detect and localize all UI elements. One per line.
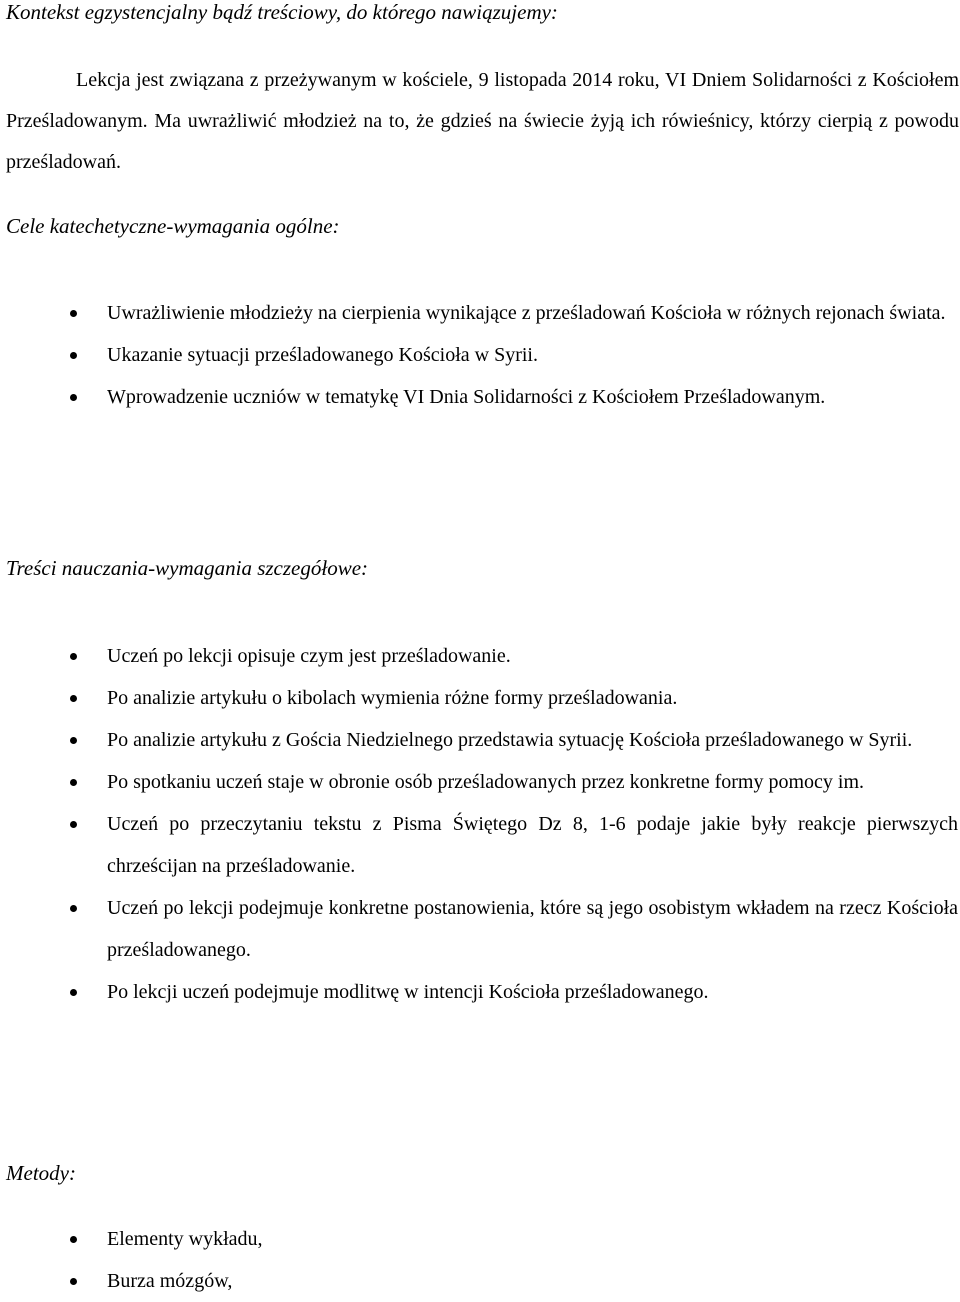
list-item-text: Po lekcji uczeń podejmuje modlitwę w intencji Kościoła prześladowanego. — [107, 981, 709, 1003]
list-item-text: Po analizie artykułu o kibolach wymienia różne formy prześladowania. — [107, 687, 678, 709]
list-item-text: Ukazanie sytuacji prześladowanego Kościoła w Syrii. — [107, 344, 538, 366]
list-item — [0, 971, 958, 1013]
list-item — [0, 719, 958, 761]
list-item — [0, 887, 958, 971]
list-item — [0, 677, 958, 719]
context-paragraph: Lekcja jest związana z przeżywanym w kościele, 9 listopada 2014 roku, VI Dniem Solidarności z Kościołem Prześladowanym. Ma uwrażliwić młodzież na to, że gdzieś na świecie żyją ich rówieśnicy, którzy cierpią z powodu prześladowań. — [6, 69, 959, 173]
content-heading: Treści nauczania-wymagania szczegółowe: — [6, 556, 369, 580]
list-item — [0, 292, 958, 334]
bullet-icon — [70, 352, 77, 359]
list-item-text: Burza mózgów, — [107, 1270, 233, 1292]
goals-list — [0, 292, 960, 418]
bullet-icon — [70, 779, 77, 786]
list-item — [0, 1218, 958, 1260]
bullet-icon — [70, 1236, 77, 1243]
list-item-text: Uczeń po lekcji podejmuje konkretne postanowienia, które są jego osobistym wkładem na rzecz Kościoła prześladowanego. — [107, 897, 958, 961]
list-item — [0, 635, 958, 677]
goals-heading: Cele katechetyczne-wymagania ogólne: — [6, 214, 340, 238]
list-item-text: Uwrażliwienie młodzieży na cierpienia wynikające z prześladowań Kościoła w różnych rejonach świata. — [107, 302, 946, 324]
list-item-text: Uczeń po przeczytaniu tekstu z Pisma Świętego Dz 8, 1-6 podaje jakie były reakcje pierwszych chrześcijan na prześladowanie. — [107, 813, 958, 877]
list-item-text: Po spotkaniu uczeń staje w obronie osób prześladowanych przez konkretne formy pomocy im. — [107, 771, 865, 793]
list-item — [0, 334, 958, 376]
bullet-icon — [70, 653, 77, 660]
bullet-icon — [70, 1278, 77, 1285]
bullet-icon — [70, 905, 77, 912]
list-item — [0, 803, 958, 887]
list-item-text: Uczeń po lekcji opisuje czym jest prześladowanie. — [107, 645, 511, 667]
bullet-icon — [70, 989, 77, 996]
methods-heading: Metody: — [6, 1161, 76, 1185]
list-item-text: Elementy wykładu, — [107, 1228, 263, 1250]
bullet-icon — [70, 737, 77, 744]
context-heading: Kontekst egzystencjalny bądź treściowy, do którego nawiązujemy: — [6, 0, 558, 24]
bullet-icon — [70, 695, 77, 702]
list-item-text: Wprowadzenie uczniów w tematykę VI Dnia Solidarności z Kościołem Prześladowanym. — [107, 386, 826, 408]
bullet-icon — [70, 310, 77, 317]
list-item-text: Po analizie artykułu z Gościa Niedzielnego przedstawia sytuację Kościoła prześladowanego w Syrii. — [107, 729, 913, 751]
list-item — [0, 376, 958, 418]
list-item — [0, 1260, 958, 1302]
content-list — [0, 635, 960, 1013]
list-item — [0, 761, 958, 803]
bullet-icon — [70, 394, 77, 401]
methods-list — [0, 1218, 960, 1302]
bullet-icon — [70, 821, 77, 828]
